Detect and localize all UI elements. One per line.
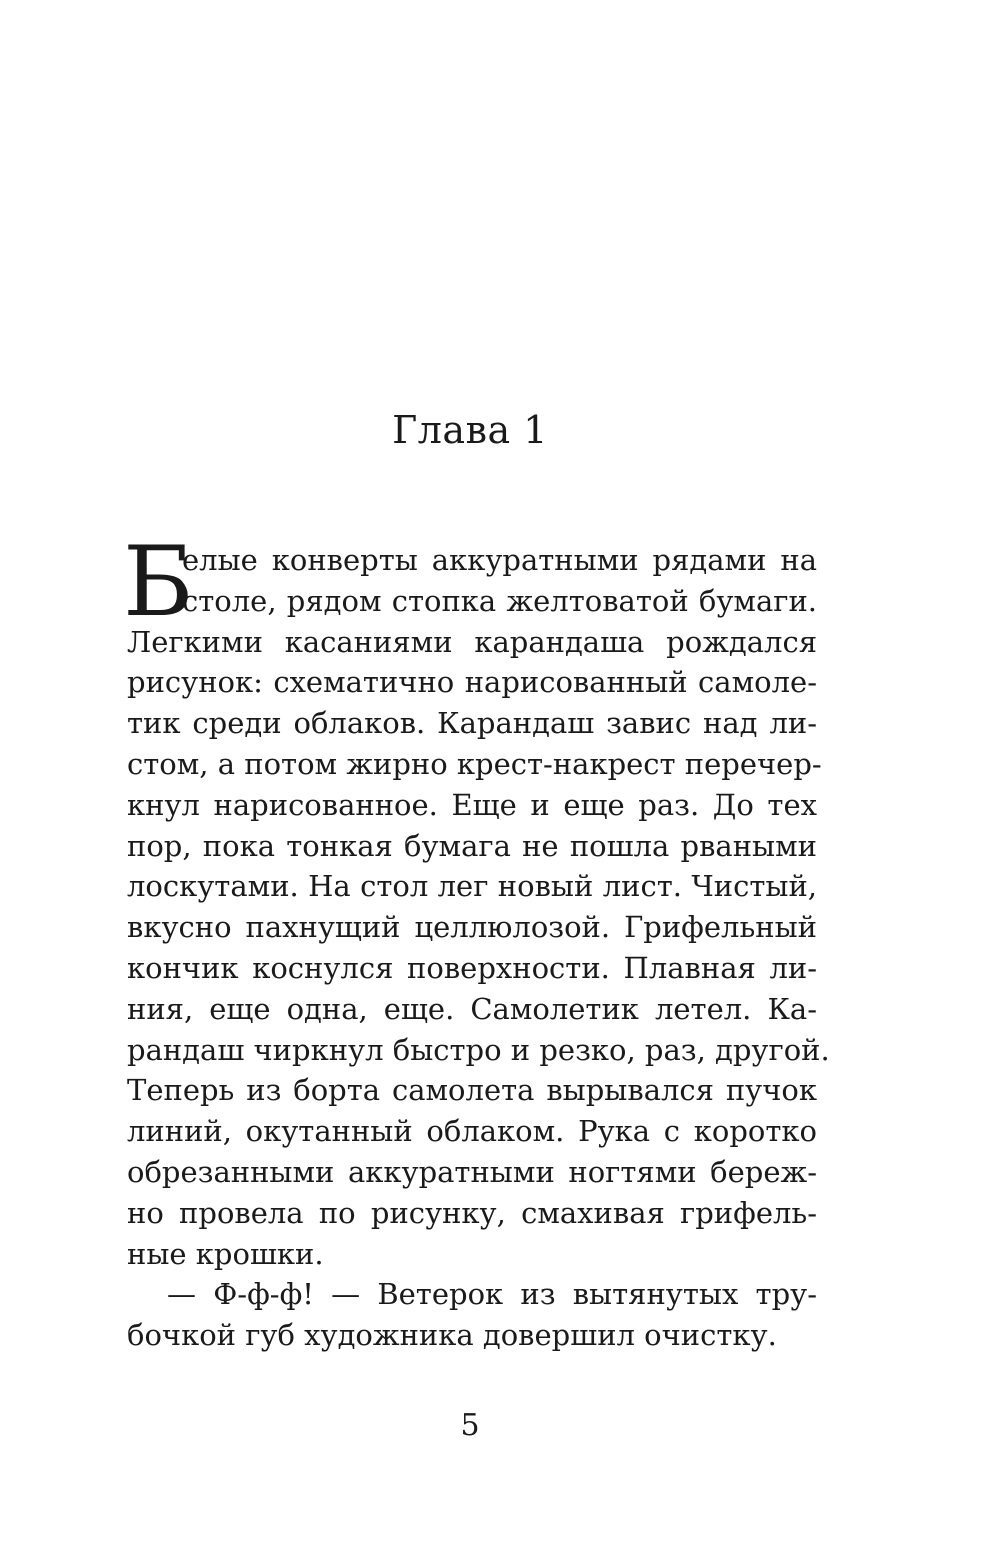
text-line: кнул нарисованное. Еще и еще раз. До тех: [127, 787, 817, 822]
chapter-text: [123, 526, 830, 1356]
text-line: вкусно пахнущий целлюлозой. Грифельный: [127, 910, 817, 945]
text-line: лоскутами. На стол лег новый лист. Чистый,: [127, 869, 817, 904]
text-line: тик среди облаков. Карандаш завис над ли-: [127, 706, 817, 741]
text-line: Теперь из борта самолета вырывался пучок: [127, 1073, 817, 1108]
text-line: ные крошки.: [127, 1236, 324, 1271]
text-line: ния, еще одна, еще. Самолетик летел. Ка-: [127, 991, 817, 1026]
text-line: рисунок: схематично нарисованный самоле-: [127, 665, 817, 700]
dialogue-line: — Ф-ф-ф! — Ветерок из вытянутых тру-: [167, 1277, 817, 1312]
text-line: но провела по рисунку, смахивая грифель-: [127, 1195, 817, 1230]
text-line: рандаш чиркнул быстро и резко, раз, другой.: [127, 1032, 830, 1067]
text-line: елые конверты аккуратными рядами на: [182, 543, 817, 577]
text-line: Легкими касаниями карандаша рождался: [127, 624, 817, 659]
text-line: стом, а потом жирно крест-накрест перечер-: [127, 746, 822, 781]
chapter-title: Глава 1: [392, 408, 548, 452]
text-line: кончик коснулся поверхности. Плавная ли-: [127, 950, 817, 985]
text-line: столе, рядом стопка желтоватой бумаги.: [182, 583, 817, 618]
text-line: пор, пока тонкая бумага не пошла рваными: [127, 828, 817, 863]
page-number: 5: [460, 1408, 480, 1443]
text-line: линий, окутанный облаком. Рука с коротко: [127, 1114, 817, 1149]
text-line: обрезанными аккуратными ногтями береж-: [127, 1154, 817, 1189]
text-line: бочкой губ художника довершил очистку.: [127, 1318, 777, 1353]
drop-cap: Б: [123, 526, 194, 638]
